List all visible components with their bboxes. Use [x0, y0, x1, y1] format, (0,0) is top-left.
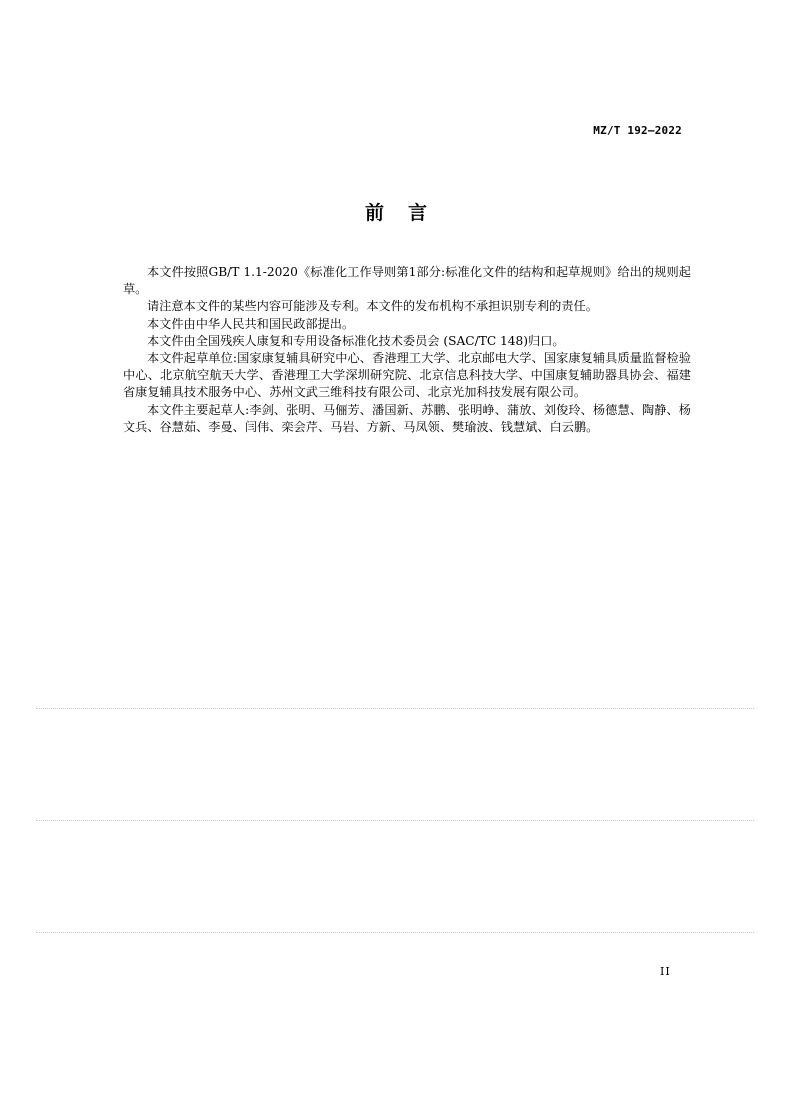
paragraph-drafting-rules: 本文件按照GB/T 1.1-2020《标准化工作导则第1部分:标准化文件的结构和起草规则》给出的规则起草。	[123, 265, 691, 297]
document-code: MZ/T 192—2022	[593, 124, 682, 137]
page-number: II	[660, 965, 671, 978]
divider-dotted-1	[36, 708, 754, 709]
paragraph-patent-notice: 请注意本文件的某些内容可能涉及专利。本文件的发布机构不承担识别专利的责任。	[147, 299, 598, 314]
paragraph-drafting-units: 本文件起草单位:国家康复辅具研究中心、香港理工大学、北京邮电大学、国家康复辅具质量监督检验中心、北京航空航天大学、香港理工大学深圳研究院、北京信息科技大学、中国康复辅助器具协会、福建省康复辅具技术服务中心、苏州文武三维科技有限公司、北京光加科技发展有限公司。	[123, 351, 691, 400]
divider-dotted-2	[36, 820, 754, 821]
foreword-body	[123, 264, 691, 436]
divider-dotted-3	[36, 932, 754, 933]
paragraph-proposer: 本文件由中华人民共和国民政部提出。	[147, 316, 355, 331]
paragraph-committee: 本文件由全国残疾人康复和专用设备标准化技术委员会 (SAC/TC 148)归口。	[147, 333, 565, 348]
paragraph-drafters: 本文件主要起草人:李剑、张明、马俪芳、潘国新、苏鹏、张明峥、蒲放、刘俊玲、杨德慧、陶静、杨文兵、谷慧茹、李曼、闫伟、栾会芹、马岩、方新、马凤领、樊瑜波、钱慧斌、白云鹏。	[123, 402, 691, 434]
page-title: 前言	[364, 202, 451, 224]
